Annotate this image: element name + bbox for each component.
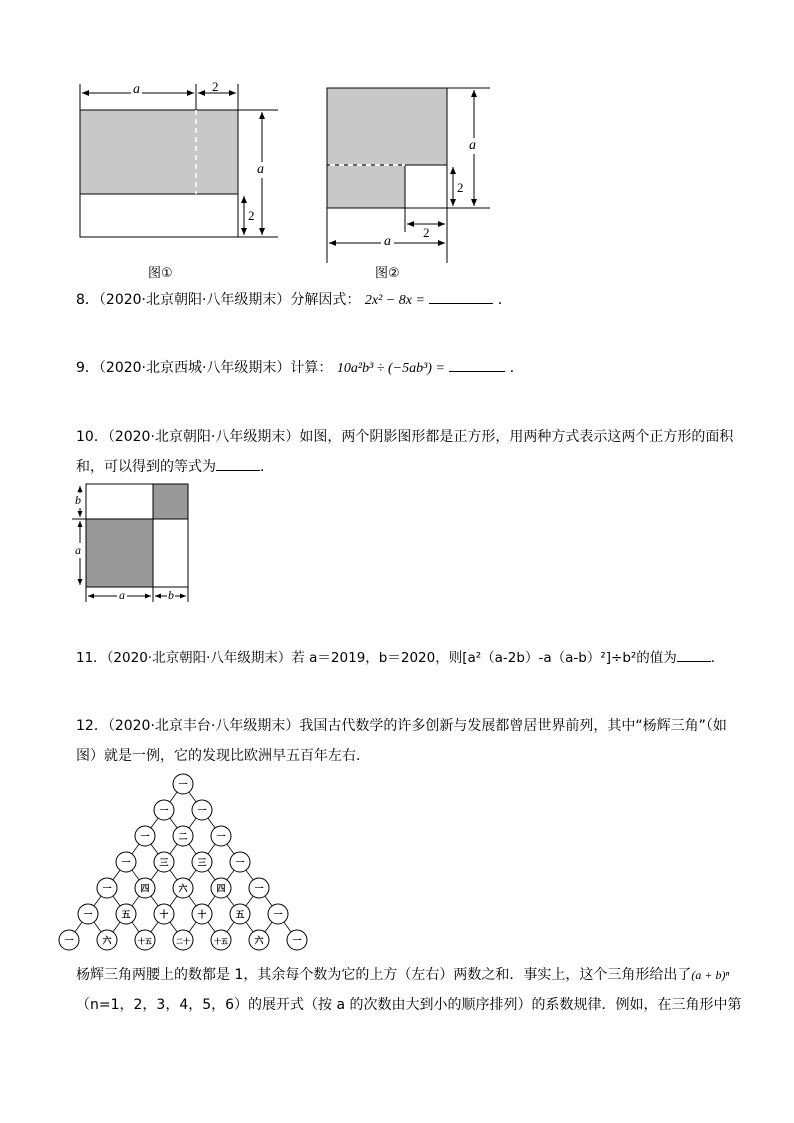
q10-suffix: ． [260, 459, 274, 475]
yanghui-value: 五 [235, 909, 245, 920]
yanghui-value: 六 [254, 935, 264, 946]
question-10 [76, 422, 734, 482]
yanghui-value: 二十 [176, 937, 190, 946]
yanghui-value: 一 [64, 935, 74, 946]
yanghui-value: 一 [273, 909, 283, 920]
fig1-label-a-top: a [133, 82, 140, 97]
figure-1-2 [0, 0, 794, 290]
q11-suffix: ． [710, 650, 725, 666]
yanghui-value: 十五 [138, 937, 152, 946]
yanghui-value: 一 [140, 831, 150, 842]
yanghui-value: 四 [216, 883, 226, 894]
fig2-caption: 图② [375, 266, 400, 281]
fig2-label-a-bottom: a [381, 234, 394, 250]
yanghui-value: 一 [292, 935, 302, 946]
yanghui-value: 十 [159, 909, 169, 920]
question-12 [76, 711, 726, 771]
q12-line4: （n=1，2，3，4，5，6）的展开式（按 a 的次数由大到小的顺序排列）的系数规律．例如，在三角形中第 [76, 997, 742, 1013]
fig1-label-2-top: 2 [212, 79, 219, 94]
q12-line3-prefix: 杨辉三角两腰上的数都是 1，其余每个数为它的上方（左右）两数之和．事实上，这个三角形给出了 [76, 967, 692, 983]
q10-line2 [76, 452, 726, 482]
q12-line3 [76, 960, 730, 990]
q11-answer-blank[interactable] [677, 661, 711, 662]
q10-label-b-bottom: b [168, 588, 174, 602]
q12-line2: 图）就是一例，它的发现比欧洲早五百年左右． [76, 748, 370, 764]
yanghui-value: 一 [197, 805, 207, 816]
question-12-continued [76, 960, 742, 1020]
yanghui-value: 一 [102, 883, 112, 894]
yanghui-value: 一 [216, 831, 226, 842]
yanghui-value: 六 [102, 935, 112, 946]
yanghui-value: 十五 [214, 937, 228, 946]
question-9 [76, 353, 726, 384]
q10-label-a-left: a [75, 543, 81, 557]
fig2-label-2-right: 2 [457, 180, 464, 195]
q10-figure [70, 480, 200, 605]
figure-2 [327, 88, 490, 263]
q10-label-b-left: b [75, 493, 81, 507]
yanghui-value: 一 [178, 779, 188, 790]
q9-answer-blank[interactable] [449, 371, 505, 372]
question-11 [76, 643, 726, 673]
q9-prefix: 9．（2020·北京西城·八年级期末）计算： [76, 360, 333, 376]
q9-suffix: ． [509, 360, 524, 376]
yanghui-value: 一 [83, 909, 93, 920]
fig2-label-a-right: a [469, 138, 476, 153]
yanghui-value: 五 [121, 909, 131, 920]
yanghui-value: 六 [178, 883, 188, 894]
q9-expression: 10a²b³ ÷ (−5ab³) = [336, 361, 445, 376]
yanghui-value: 十 [197, 909, 207, 920]
yanghui-value: 三 [159, 857, 169, 868]
q10-label-a-bottom: a [119, 588, 125, 602]
fig2-label-2-bottom: 2 [423, 225, 430, 240]
yanghui-value: 一 [121, 857, 131, 868]
q8-expression: 2x² − 8x = [364, 293, 425, 308]
q11-text: 11．（2020·北京朝阳·八年级期末）若 a＝2019，b＝2020，则[a²（a-2b）-a（a-b）²]÷b²的值为 [76, 650, 677, 666]
fig1-label-2-right: 2 [248, 208, 255, 223]
q12-binomial: (a + b)ⁿ [691, 968, 730, 982]
yanghui-value: 二 [178, 831, 188, 842]
q8-prefix: 8．（2020·北京朝阳·八年级期末）分解因式： [76, 292, 361, 308]
yanghui-value: 四 [140, 883, 150, 894]
q8-answer-blank[interactable] [429, 303, 493, 304]
q10-answer-blank[interactable] [216, 470, 260, 471]
q8-suffix: ． [497, 292, 512, 308]
fig1-label-a-right: a [257, 162, 264, 177]
yanghui-value: 一 [235, 857, 245, 868]
fig1-caption: 图① [148, 266, 173, 281]
yanghui-value: 一 [254, 883, 264, 894]
q10-line1: 10．（2020·北京朝阳·八年级期末）如图，两个阴影图形都是正方形，用两种方式表示这两个正方形的面积 [76, 429, 734, 445]
question-8 [76, 285, 726, 316]
q12-line1: 12．（2020·北京丰台·八年级期末）我国古代数学的许多创新与发展都曾居世界前列，其中“杨辉三角”（如 [76, 718, 727, 734]
yanghui-value: 一 [159, 805, 169, 816]
yanghui-triangle [64, 772, 302, 957]
q10-line2-prefix: 和，可以得到的等式为 [76, 459, 216, 475]
yanghui-value: 三 [197, 857, 207, 868]
